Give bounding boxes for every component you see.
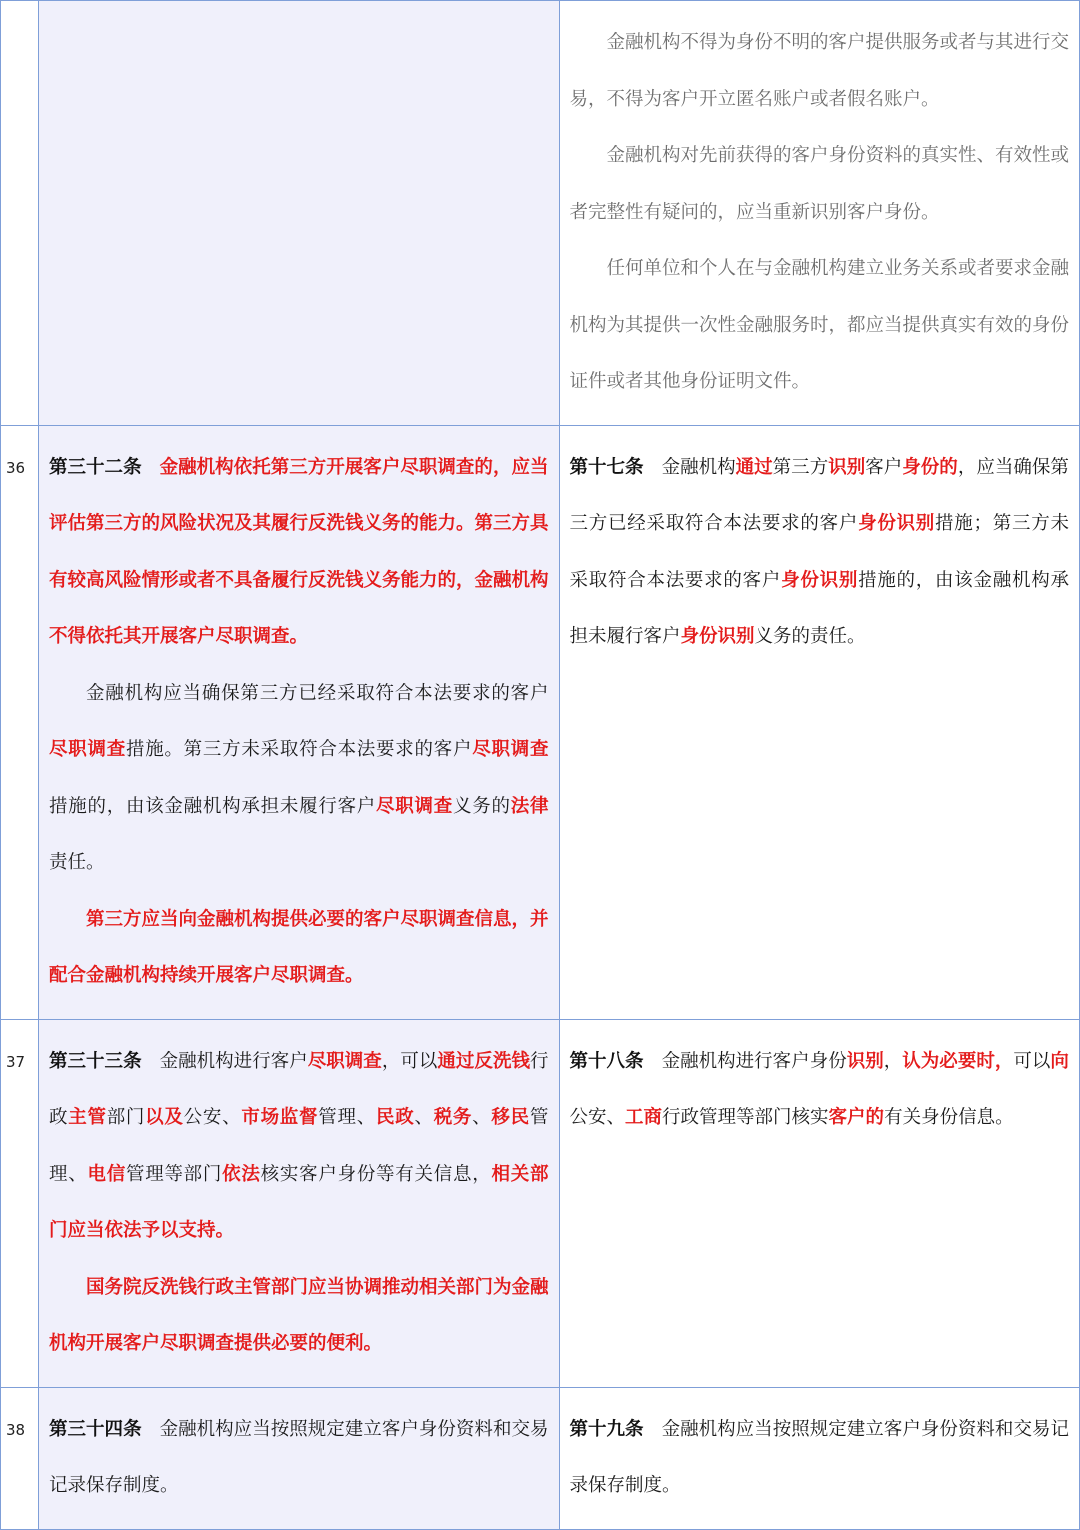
- text-run: 任何单位和个人在与金融机构建立业务关系或者要求金融机构为其提供一次性金融服务时，都应当提供真实有效的身份证件或者其他身份证明文件。: [569, 258, 1070, 392]
- text-run: 义务的: [453, 795, 511, 817]
- highlighted-text: 以及: [145, 1107, 184, 1128]
- highlighted-text: 工商: [625, 1107, 663, 1128]
- row-number: [1, 1, 38, 34]
- text-run: 管理、: [49, 1107, 549, 1185]
- highlighted-text: 通过反洗钱: [437, 1050, 530, 1072]
- new-law-cell: [39, 425, 560, 1019]
- text-run: 核实客户身份等有关信息，: [260, 1163, 492, 1185]
- new-law-text: [39, 1, 559, 29]
- article-paragraph: [49, 892, 549, 1005]
- new-law-text: [39, 426, 559, 1019]
- old-law-text: [560, 426, 1080, 680]
- text-run: 部门: [106, 1107, 146, 1128]
- new-law-text: [39, 1388, 559, 1529]
- text-run: 可以: [1013, 1050, 1051, 1072]
- highlighted-text: 相关部门应当依法予以支持。: [49, 1163, 549, 1241]
- text-run: 措施的，由该金融机构承担未履行客户: [49, 795, 377, 817]
- text-run: 措施。第三方未采取符合本法要求的客户: [125, 739, 473, 760]
- highlighted-text: 主管: [68, 1107, 107, 1128]
- highlighted-text: 第三方应当向金融机构提供必要的客户尽职调查信息，并配合金融机构持续开展客户尽职调查。: [49, 908, 549, 986]
- row-number-cell: [1, 1387, 39, 1529]
- comparison-table-body: [1, 1, 1080, 1530]
- article-paragraph: [570, 128, 1070, 241]
- article-paragraph: [570, 440, 1070, 666]
- article-paragraph: [570, 1402, 1070, 1515]
- table-row: [1, 425, 1080, 1019]
- old-law-text: [560, 1020, 1080, 1161]
- article-paragraph: [49, 440, 549, 666]
- row-number-cell: [1, 1, 39, 426]
- row-number: 36: [6, 458, 26, 477]
- old-law-cell: [559, 1019, 1080, 1387]
- article-paragraph: [49, 1034, 549, 1260]
- new-law-cell: [39, 1, 560, 426]
- highlighted-text: 尽职调查: [49, 739, 126, 760]
- text-run: 金融机构进行客户身份: [661, 1050, 847, 1072]
- row-number: 37: [6, 1052, 26, 1071]
- new-law-text: [39, 1020, 559, 1387]
- text-run: 管理、: [318, 1107, 376, 1128]
- table-row: [1, 1, 1080, 426]
- highlighted-text: 向: [1050, 1050, 1069, 1072]
- article-paragraph: [49, 1402, 549, 1515]
- text-run: 金融机构对先前获得的客户身份资料的真实性、有效性或者完整性有疑问的，应当重新识别客户身份。: [569, 145, 1070, 223]
- text-run: 管理等部门: [125, 1163, 223, 1185]
- highlighted-text: 电信: [87, 1163, 126, 1185]
- highlighted-text: 身份识别: [680, 626, 755, 647]
- text-run: 义务的责任。: [754, 626, 866, 647]
- highlighted-text: 识别: [846, 1050, 884, 1072]
- text-run: 有关身份信息。: [884, 1107, 1014, 1128]
- new-law-cell: [39, 1387, 560, 1529]
- text-run: 措施的，由该金融机构承担未履行客户: [569, 569, 1069, 647]
- text-run: 措施；第三方未采取符合本法要求的客户: [569, 513, 1069, 591]
- text-run: 金融机构不得为身份不明的客户提供服务或者与其进行交易，不得为客户开立匿名账户或者假名账户。: [569, 32, 1070, 110]
- highlighted-text: 国务院反洗钱行政主管部门应当协调推动相关部门为金融机构开展客户尽职调查提供必要的便利。: [49, 1276, 549, 1354]
- article-paragraph: [570, 1034, 1070, 1147]
- text-run: 金融机构应当按照规定建立客户身份资料和交易记录保存制度。: [49, 1418, 549, 1496]
- highlighted-text: 依法: [222, 1163, 261, 1185]
- text-run: 责任。: [49, 852, 105, 873]
- article-heading: 第十七条: [569, 456, 644, 478]
- article-heading: 第三十二条: [49, 456, 142, 478]
- table-row: [1, 1387, 1080, 1529]
- highlighted-text: 身份识别: [781, 569, 859, 591]
- text-run: 、: [472, 1107, 492, 1128]
- old-law-text: [560, 1, 1080, 425]
- old-law-cell: [559, 1, 1080, 426]
- article-heading: 第十九条: [569, 1418, 644, 1440]
- highlighted-text: 移民: [491, 1107, 530, 1128]
- row-number-cell: [1, 425, 39, 1019]
- row-number-cell: [1, 1019, 39, 1387]
- article-heading: 第十八条: [569, 1050, 644, 1072]
- text-run: ，: [883, 1050, 903, 1072]
- text-run: 客户: [865, 456, 903, 478]
- article-heading: 第三十四条: [49, 1418, 142, 1440]
- new-law-cell: [39, 1019, 560, 1387]
- highlighted-text: 身份识别: [858, 513, 936, 534]
- text-run: 行政: [49, 1050, 549, 1128]
- article-paragraph: [570, 15, 1070, 128]
- text-run: 、: [414, 1107, 434, 1128]
- text-run: ，应当确保第三方已经采取符合本法要求的客户: [569, 456, 1069, 534]
- highlighted-text: 身份的: [902, 456, 958, 478]
- old-law-cell: [559, 425, 1080, 1019]
- highlighted-text: 认为必要时，: [902, 1050, 1014, 1072]
- text-run: 公安、: [183, 1107, 242, 1128]
- highlighted-text: 尽职调查: [376, 795, 453, 817]
- text-run: 行政管理等部门核实: [662, 1107, 829, 1128]
- highlighted-text: 金融机构依托第三方开展客户尽职调查的，应当评估第三方的风险状况及其履行反洗钱义务的能力。第三方具有较高风险情形或者不具备履行反洗钱义务能力的，金融机构不得依托其开展客户尽职调查。: [49, 456, 549, 647]
- old-law-text: [560, 1388, 1080, 1529]
- highlighted-text: 市场监督: [241, 1107, 319, 1128]
- highlighted-text: 尽职调查: [472, 739, 549, 760]
- highlighted-text: 客户的: [828, 1107, 885, 1128]
- article-paragraph: [49, 666, 549, 892]
- text-run: 金融机构进行客户: [159, 1050, 308, 1072]
- text-run: 金融机构应当按照规定建立客户身份资料和交易记录保存制度。: [569, 1418, 1069, 1496]
- highlighted-text: 税务: [433, 1107, 473, 1128]
- highlighted-text: 尽职调查: [307, 1050, 382, 1072]
- highlighted-text: 法律: [510, 795, 549, 817]
- table-row: [1, 1019, 1080, 1387]
- text-run: 公安、: [569, 1107, 626, 1128]
- old-law-cell: [559, 1387, 1080, 1529]
- article-paragraph: [570, 241, 1070, 411]
- article-heading: 第三十三条: [49, 1050, 142, 1072]
- row-number: 38: [6, 1420, 26, 1439]
- text-run: ，可以: [381, 1050, 438, 1072]
- text-run: 第三方: [772, 456, 829, 478]
- text-run: 金融机构应当确保第三方已经采取符合本法要求的客户: [86, 682, 549, 704]
- article-paragraph: [49, 1260, 549, 1373]
- highlighted-text: 民政: [375, 1107, 415, 1128]
- highlighted-text: 通过: [735, 456, 773, 478]
- highlighted-text: 识别: [828, 456, 866, 478]
- text-run: 金融机构: [661, 456, 736, 478]
